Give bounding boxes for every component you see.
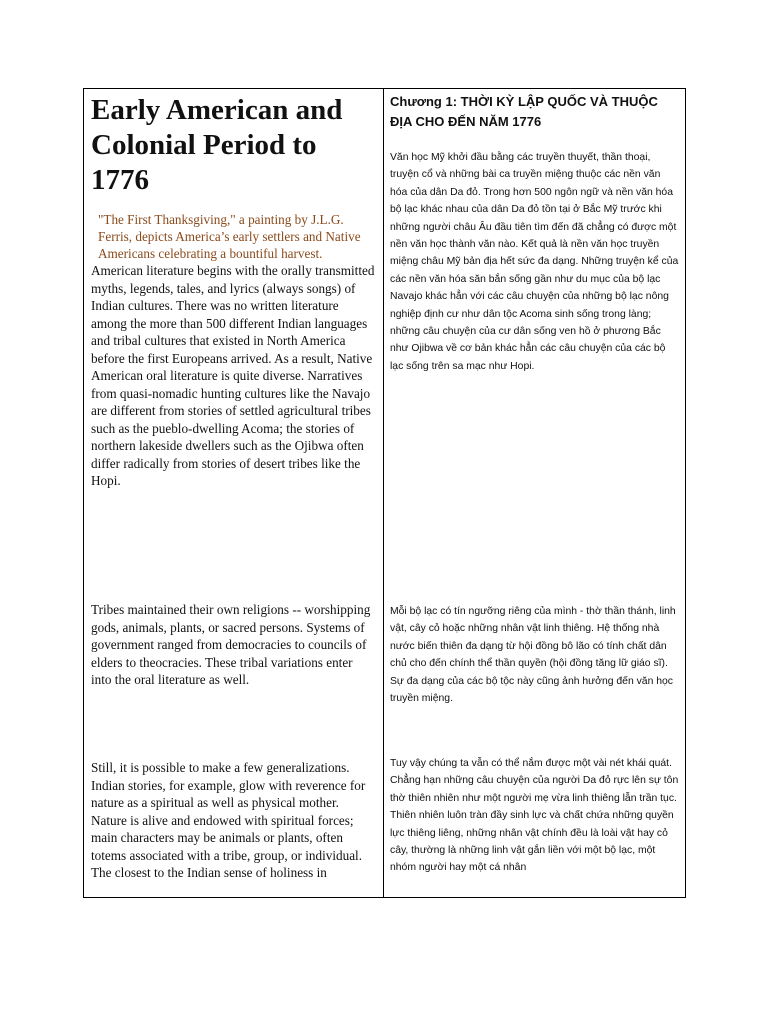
bilingual-table [83, 88, 686, 898]
english-paragraph-1: American literature begins with the orally transmitted myths, legends, tales, and lyrics (always songs) of Indian cultures. There was no written literature among the more than 500 different Indian languages and tribal cultures that existed in North America before the first Europeans arrived. As a result, Native American oral literature is quite diverse. Narratives from quasi-nomadic hunting cultures like the Navajo are different from stories of settled agricultural tribes such as the pueblo-dwelling Acoma; the stories of northern lakeside dwellers such as the Ojibwa often differ radically from stories of desert tribes like the Hopi. [91, 263, 375, 488]
vietnamese-paragraph-2: Mỗi bộ lạc có tín ngưỡng riêng của mình - thờ thần thánh, linh vật, cây cỏ hoặc những nhân vật linh thiêng. Hệ thống nhà nước biến thiên đa dạng từ hội đồng bô lão có tính chất dân chủ cho đến chính thể thần quyền (hội đồng tăng lữ giáo sĩ). Sự đa dạng của các bộ tộc này cũng ảnh hưởng đến văn học truyền miệng. [390, 606, 676, 705]
english-paragraph-3: Still, it is possible to make a few generalizations. Indian stories, for example, glow with reverence for nature as a spiritual as well as physical mother. Nature is alive and endowed with spiritual forces; main characters may be animals or plants, often totems associated with a tribe, group, or individual. The closest to the Indian sense of holiness in [91, 760, 366, 880]
vietnamese-title: Chương 1: THỜI KỲ LẬP QUỐC VÀ THUỘC ĐỊA CHO ĐẾN NĂM 1776 [390, 94, 658, 129]
vietnamese-paragraph-3: Tuy vậy chúng ta vẫn có thể nắm được một vài nét khái quát. Chẳng hạn những câu chuyện của người Da đỏ rực lên sự tôn thờ thiên nhiên như một người mẹ vừa linh thiêng lẫn trần tục. Thiên nhiên luôn tràn đầy sinh lực và chất chứa những quyền lực thiêng liêng, những nhân vật chính đều là loài vật hay cỏ cây, thường là những linh vật gắn liền với một bộ lạc, một nhóm người hay một cá nhân [390, 758, 679, 874]
vietnamese-column [384, 89, 686, 897]
english-column [84, 89, 383, 897]
vietnamese-paragraph-1: Văn học Mỹ khởi đầu bằng các truyền thuyết, thần thoại, truyện cổ và những bài ca truyền miệng thuộc các nền văn hóa của dân Da đỏ. Trong hơn 500 ngôn ngữ và nền văn hóa bộ lạc khác nhau của dân Da đỏ tồn tại ở Bắc Mỹ trước khi những người châu Âu đầu tiên tìm đến đã chẳng có được một nền văn học thành văn nào. Kết quả là nền văn học truyền miệng châu Mỹ bản địa hết sức đa dạng. Những truyện kể của các nền văn hóa săn bắn sống gần như du mục của bộ lạc Navajo khác hẳn với các câu chuyện của những bộ lạc nông nghiệp định cư như dân tộc Acoma sinh sống trong làng; những câu chuyện của cư dân sống ven hồ ở phương Bắc như Ojibwa về cơ bản khác hẳn các câu chuyện của các bộ lạc sống trên sa mạc như Hopi. [390, 152, 679, 372]
english-paragraph-2: Tribes maintained their own religions -- worshipping gods, animals, plants, or sacred persons. Systems of government ranged from democracies to councils of elders to theocracies. These tribal variations enter into the oral literature as well. [91, 602, 371, 687]
painting-caption: "The First Thanksgiving," a painting by J.L.G. Ferris, depicts America’s early settlers and Native Americans celebrating a bountiful harvest. [98, 212, 361, 261]
english-title: Early American and Colonial Period to 1776 [91, 94, 343, 196]
